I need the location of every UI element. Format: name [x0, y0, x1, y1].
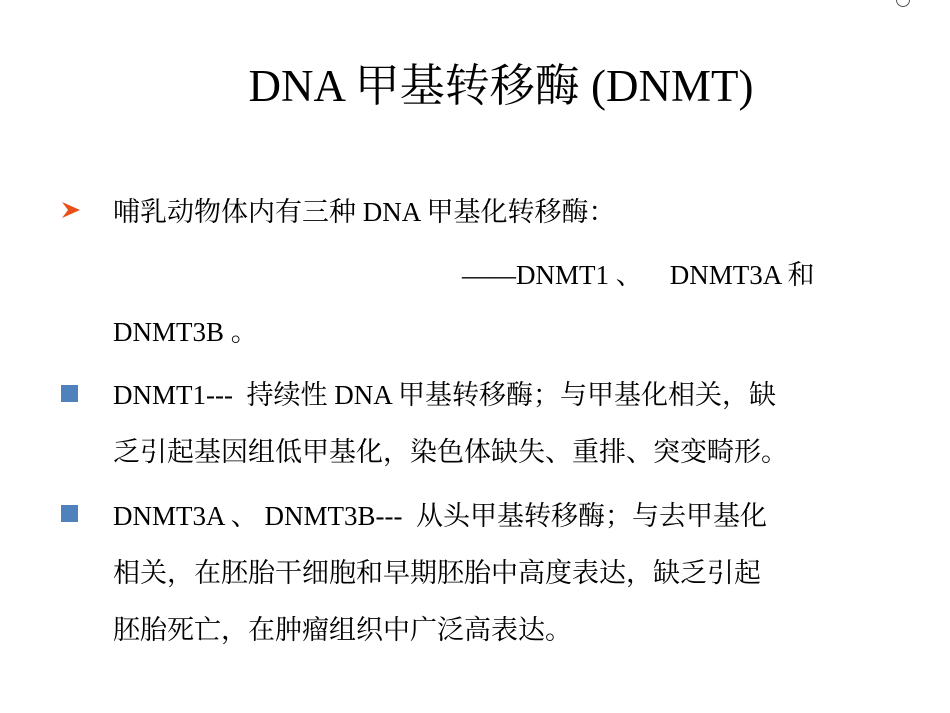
bullet-3-line-2: 相关，在胚胎干细胞和早期胚胎中高度表达，缺乏引起	[113, 558, 761, 588]
slide-title: DNA 甲基转移酶 (DNMT)	[248, 61, 754, 111]
bullet-1-line-1: 哺乳动物体内有三种 DNA 甲基化转移酶：	[113, 197, 616, 227]
bullet-3-line-1: DNMT3A 、 DNMT3B--- 从头甲基转移酶；与去甲基化	[113, 501, 767, 531]
arrow-bullet-icon	[61, 200, 81, 220]
square-bullet-icon	[61, 385, 78, 402]
bullet-3-line-3: 胚胎死亡，在肿瘤组织中广泛高表达。	[113, 615, 572, 645]
bullet-2-line-2: 乏引起基因组低甲基化，染色体缺失、重排、突变畸形。	[113, 437, 788, 467]
square-bullet-icon	[61, 505, 78, 522]
corner-circle-icon	[896, 0, 910, 7]
bullet-1-line-3: DNMT3B 。	[113, 317, 258, 347]
bullet-2-line-1: DNMT1--- 持续性 DNA 甲基转移酶；与甲基化相关，缺	[113, 380, 776, 410]
bullet-1-line-2: ——DNMT1 、 DNMT3A 和	[462, 260, 815, 290]
